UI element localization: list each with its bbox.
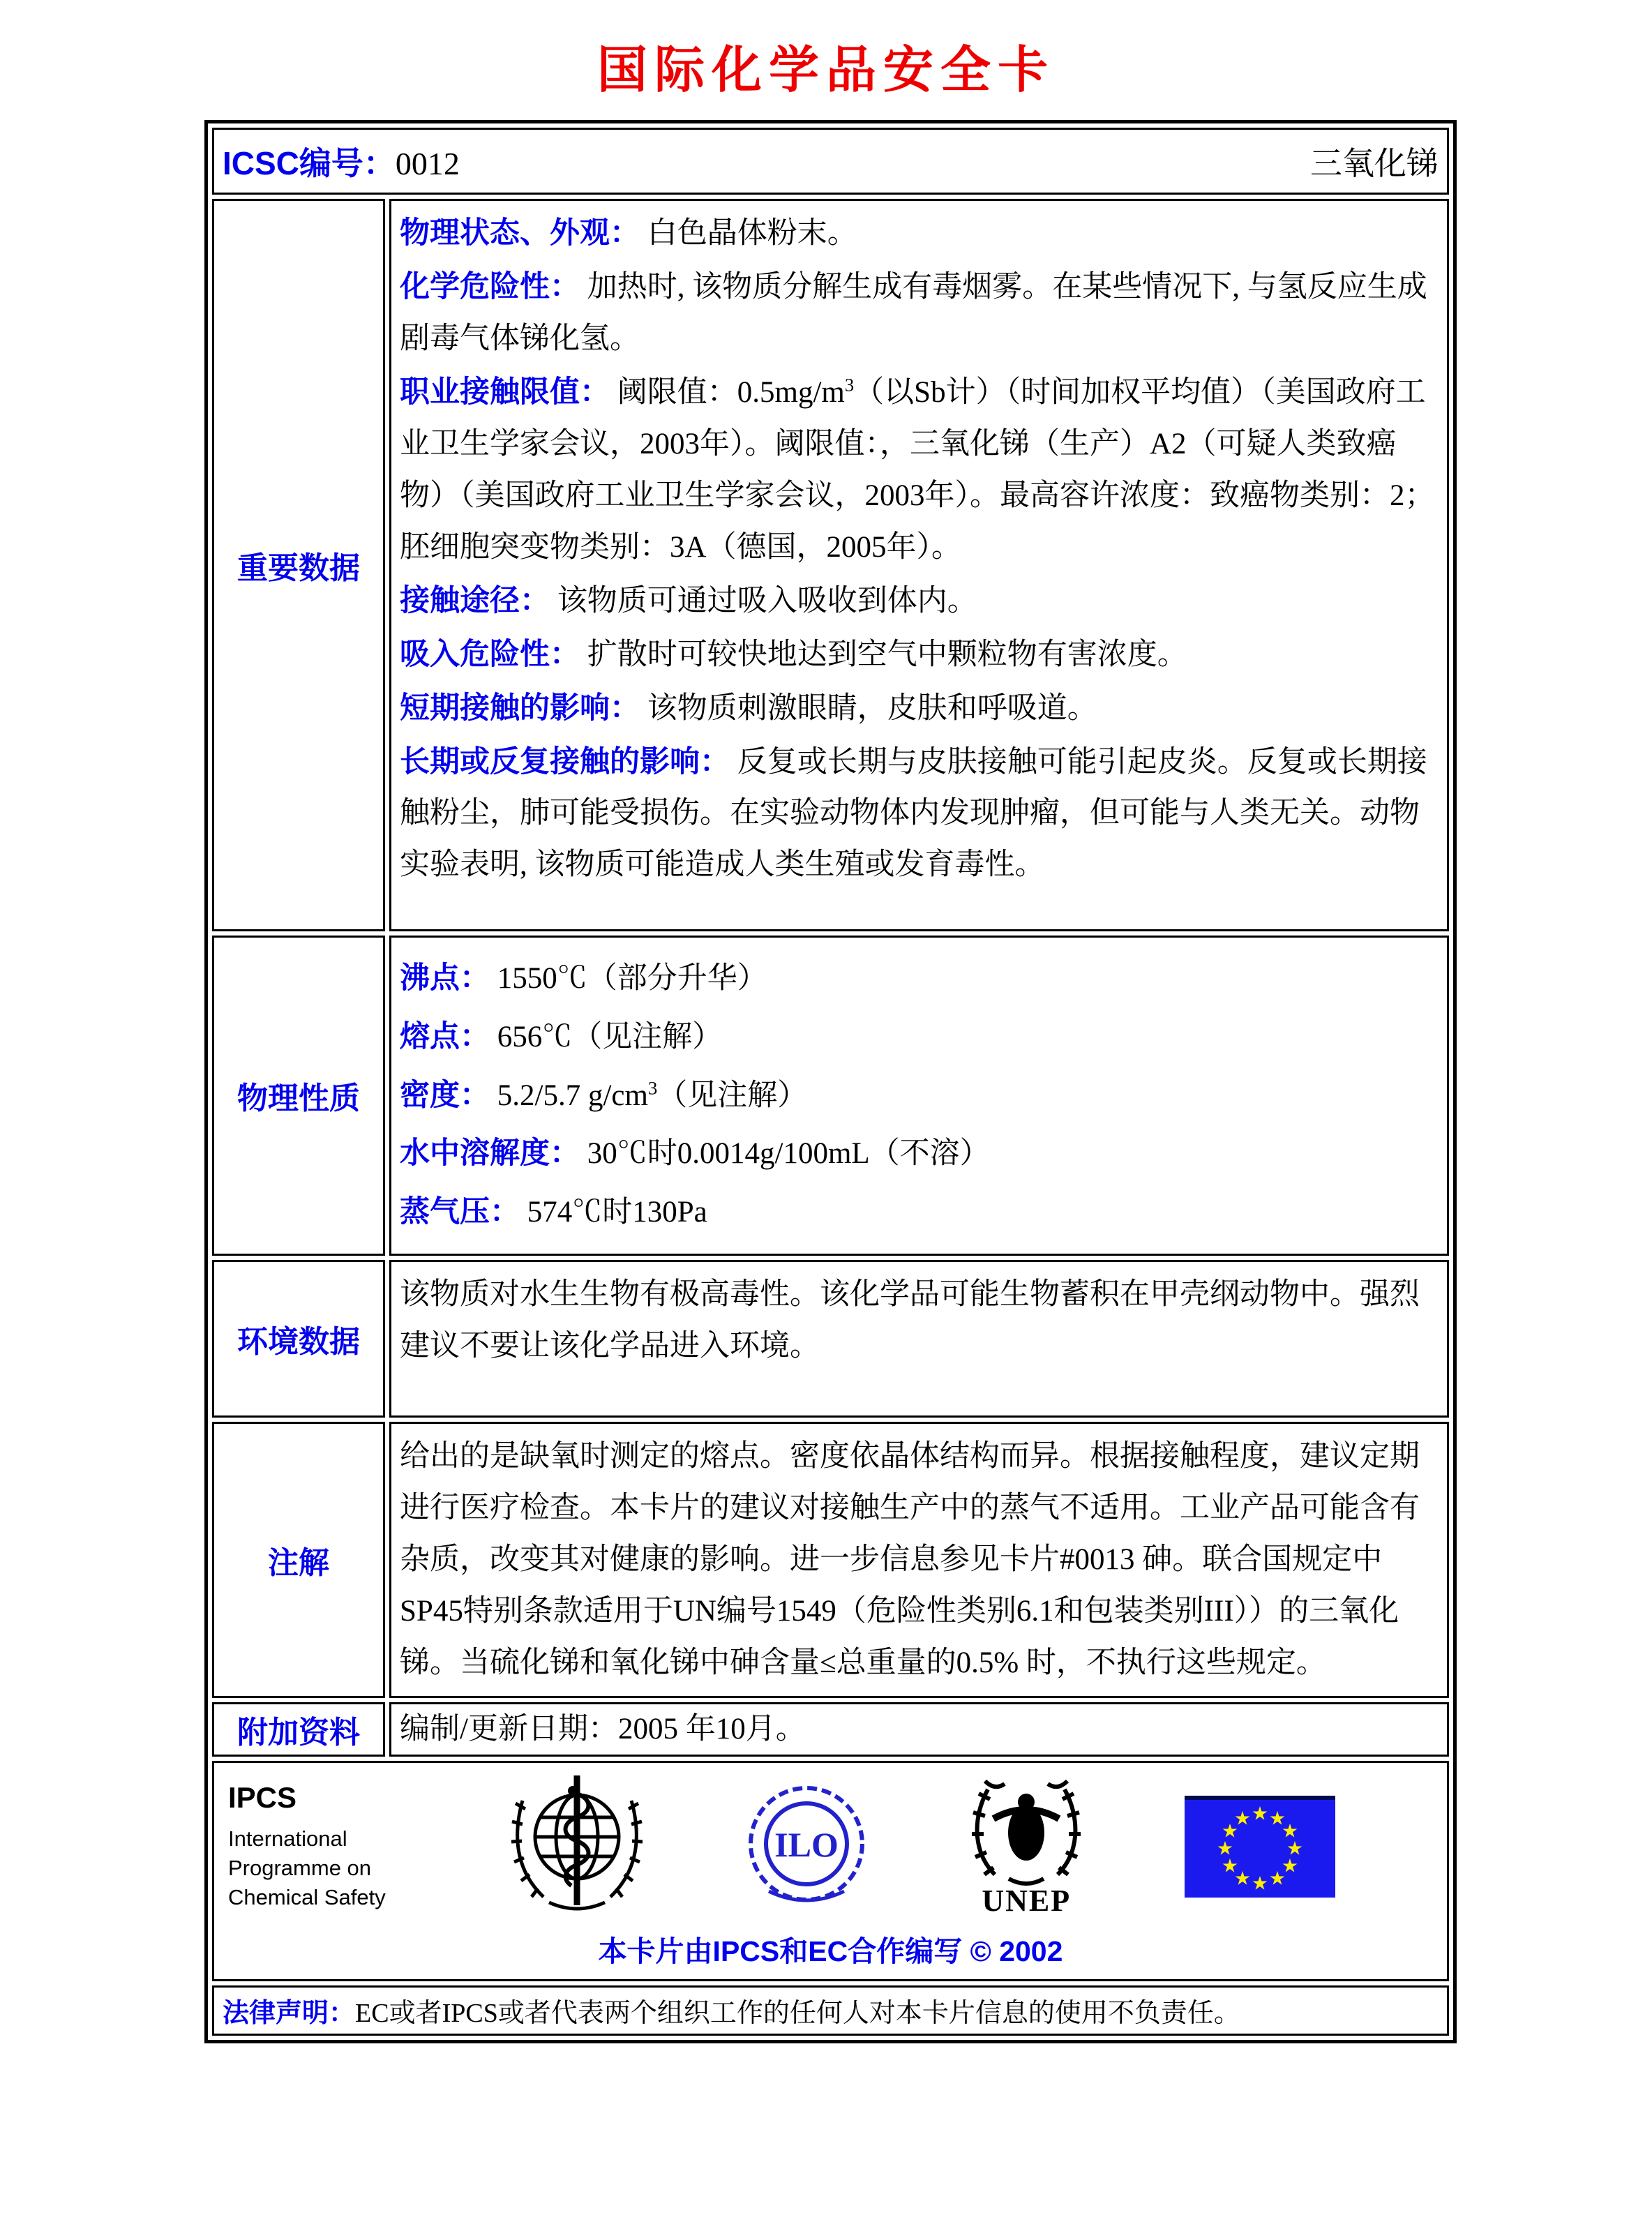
section-label-important-data: 重要数据: [212, 199, 385, 931]
page-title: 国际化学品安全卡: [596, 43, 1055, 98]
section-label-environmental-data: 环境数据: [212, 1260, 385, 1418]
legal-text: EC或者IPCS或者代表两个组织工作的任何人对本卡片信息的使用不负责任。: [355, 1999, 1240, 2029]
field-label: 接触途径：: [400, 583, 550, 617]
additional-info-text: 编制/更新日期：2005 年10月。: [400, 1712, 806, 1745]
physical-property-item: [400, 1188, 1436, 1237]
field-value: 30℃时0.0014g/100mL（不溶）: [587, 1137, 990, 1171]
field-label: 短期接触的影响：: [400, 691, 640, 725]
ipcs-line: Chemical Safety: [228, 1885, 386, 1910]
physical-properties-content: [389, 936, 1449, 1256]
superscript: 3: [647, 1077, 658, 1099]
unep-logo-text: UNEP: [982, 1883, 1072, 1918]
table-row: [212, 1702, 1449, 1757]
icsc-number-label: ICSC编号：: [223, 145, 396, 181]
field-label: 职业接触限值：: [400, 375, 610, 409]
legal-label: 法律声明：: [223, 1999, 356, 2029]
section-label-additional-info: 附加资料: [212, 1702, 385, 1757]
unep-logo-icon: [967, 1775, 1086, 1918]
chemical-name: 三氧化锑: [1310, 146, 1439, 181]
footer-caption: 本卡片由IPCS和EC合作编写 © 2002: [598, 1935, 1063, 1967]
safety-card-table: [204, 120, 1457, 2043]
ipcs-acronym: IPCS: [228, 1781, 297, 1815]
field-value: 574℃时130Pa: [527, 1196, 707, 1229]
field-label: 长期或反复接触的影响：: [400, 744, 730, 779]
icsc-number-value: 0012: [395, 146, 460, 181]
field-label: 水中溶解度：: [400, 1136, 580, 1171]
important-data-item: [400, 629, 1436, 681]
table-row: [212, 1260, 1449, 1418]
eu-star-icon: ★: [1251, 1872, 1269, 1895]
eu-star-icon: ★: [1216, 1838, 1234, 1860]
superscript: 3: [844, 374, 855, 396]
field-value: 白色晶体粉末。: [647, 217, 857, 250]
eu-star-icon: ★: [1221, 1820, 1239, 1842]
field-value: （见注解）: [657, 1079, 808, 1112]
table-row: [212, 1761, 1449, 1981]
field-value: 656℃（见注解）: [497, 1020, 723, 1053]
field-label: 沸点：: [400, 961, 490, 995]
eu-star-icon: ★: [1251, 1803, 1269, 1825]
ipcs-line: International: [228, 1826, 347, 1852]
field-value: 阈限值：0.5mg/m: [617, 375, 845, 409]
important-data-item: [400, 262, 1436, 365]
environmental-data-content: [389, 1260, 1449, 1418]
field-value: 1550℃（部分升华）: [497, 962, 767, 995]
eu-star-icon: ★: [1286, 1838, 1304, 1860]
field-label: 化学危险性：: [400, 269, 580, 303]
table-row: [212, 199, 1449, 931]
field-value: （以Sb计）（时间加权平均值）（美国政府工业卫生学家会议，2003年）。阈限值：，三氧化锑（生产）A2（可疑人类致癌物）（美国政府工业卫生学家会议，2003年）。最高容许浓度：致癌物类别：2；胚细胞突变物类别：3A（德国，2005年）。: [400, 375, 1435, 564]
legal-row-cell: [212, 1985, 1449, 2036]
table-row: [212, 128, 1449, 195]
field-value: 反复或长期与皮肤接触可能引起皮炎。反复或长期接触粉尘，肺可能受损伤。在实验动物体内发现肿瘤，但可能与人类无关。动物实验表明, 该物质可能造成人类生殖或发育毒性。: [400, 745, 1427, 882]
icsc-number-group: [223, 138, 460, 184]
physical-property-item: [400, 1129, 1436, 1178]
table-row: [212, 1422, 1449, 1698]
field-value: 该物质刺激眼睛，皮肤和呼吸道。: [647, 691, 1097, 725]
header-row-cell: [212, 128, 1449, 195]
physical-property-item: [400, 954, 1436, 1003]
important-data-content: [389, 199, 1449, 931]
ilo-logo-text: ILO: [774, 1824, 839, 1864]
field-label: 物理状态、外观：: [400, 216, 640, 250]
notes-content: [389, 1422, 1449, 1698]
logos-row-cell: [212, 1761, 1449, 1981]
who-logo-icon: [509, 1773, 645, 1921]
ipcs-text-block: [228, 1781, 410, 1912]
eu-star-icon: ★: [1233, 1868, 1252, 1890]
environmental-data-text: 该物质对水生生物有极高毒性。该化学品可能生物蓄积在甲壳纲动物中。强烈建议不要让该化学品进入环境。: [400, 1277, 1420, 1362]
eu-flag-icon: [1185, 1796, 1335, 1898]
ilo-logo-icon: [744, 1774, 869, 1920]
physical-property-item: [400, 1013, 1436, 1062]
physical-property-item: [400, 1072, 1436, 1120]
field-value: 该物质可通过吸入吸收到体内。: [557, 584, 977, 617]
table-row: [212, 936, 1449, 1256]
eu-star-icon: ★: [1268, 1808, 1286, 1830]
section-label-physical-properties: 物理性质: [212, 936, 385, 1256]
section-label-notes: 注解: [212, 1422, 385, 1698]
important-data-item: [400, 737, 1436, 892]
additional-info-content: [389, 1702, 1449, 1757]
field-value: 扩散时可较快地达到空气中颗粒物有害浓度。: [587, 638, 1187, 671]
table-row: [212, 1985, 1449, 2036]
eu-star-icon: ★: [1281, 1855, 1299, 1877]
important-data-item: [400, 208, 1436, 260]
important-data-item: [400, 576, 1436, 627]
field-label: 熔点：: [400, 1019, 490, 1053]
eu-star-icon: ★: [1233, 1808, 1252, 1830]
field-label: 密度：: [400, 1078, 490, 1112]
important-data-item: [400, 683, 1436, 735]
field-value: 加热时, 该物质分解生成有毒烟雾。在某些情况下, 与氢反应生成剧毒气体锑化氢。: [400, 270, 1427, 355]
ipcs-line: Programme on: [228, 1856, 372, 1881]
notes-text: 给出的是缺氧时测定的熔点。密度依晶体结构而异。根据接触程度，建议定期进行医疗检查。本卡片的建议对接触生产中的蒸气不适用。工业产品可能含有杂质，改变其对健康的影响。进一步信息参见卡片#0013 砷。联合国规定中SP45特别条款适用于UN编号1549（危险性类别6.1和包装类别III））的三氧化锑。当硫化锑和氧化锑中砷含量≤总重量的0.5% 时，不执行这些规定。: [400, 1439, 1420, 1679]
eu-star-icon: ★: [1268, 1868, 1286, 1890]
field-value: 5.2/5.7 g/cm: [497, 1079, 648, 1112]
field-label: 蒸气压：: [400, 1195, 520, 1229]
important-data-item: [400, 367, 1436, 573]
field-label: 吸入危险性：: [400, 637, 580, 671]
eu-star-icon: ★: [1221, 1855, 1239, 1877]
eu-star-icon: ★: [1281, 1820, 1299, 1842]
